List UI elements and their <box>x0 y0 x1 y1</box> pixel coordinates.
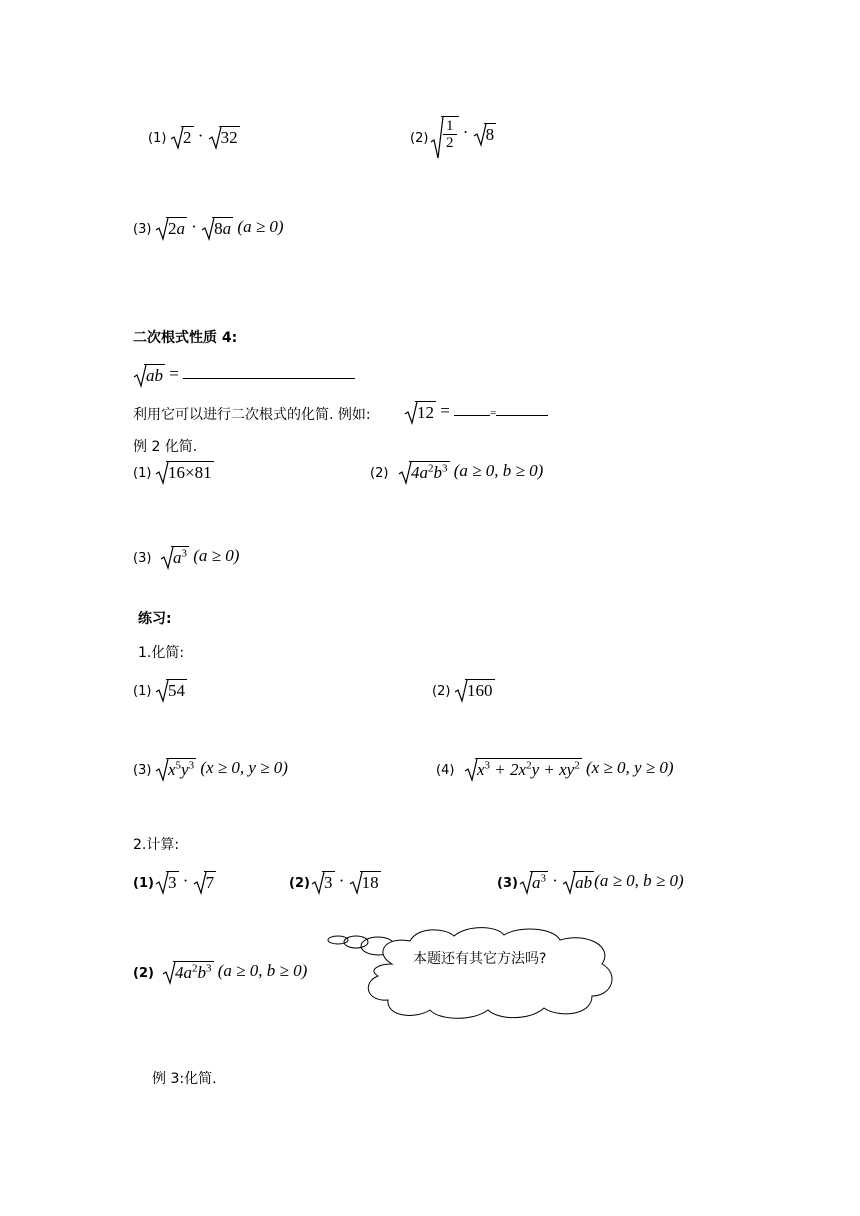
condition: (x ≥ 0, y ≥ 0) <box>585 758 674 777</box>
math-expr <box>155 871 216 893</box>
dot-operator: · <box>552 871 558 890</box>
cloud-text: 本题还有其它方法吗? <box>413 951 547 967</box>
item-label: (2) <box>289 876 310 891</box>
radicand-part: b <box>433 463 442 483</box>
math-expr <box>519 871 684 893</box>
math-expr <box>454 679 495 701</box>
radical-sign-icon <box>155 461 169 485</box>
item-label: (1) <box>148 131 167 146</box>
property-formula <box>133 364 355 386</box>
item-label: (1) <box>133 466 152 481</box>
radical <box>519 871 548 893</box>
radicand: 8 <box>485 124 495 144</box>
radical <box>162 961 214 983</box>
radical <box>155 461 214 483</box>
denominator: 2 <box>446 135 454 151</box>
radical-sign-icon <box>311 871 325 895</box>
radical-sign-icon <box>155 871 169 895</box>
radical <box>170 126 194 148</box>
example-title: 例 3:化简. <box>152 1071 217 1087</box>
radicand: 7 <box>205 873 215 893</box>
item-label: (2) <box>410 131 429 146</box>
radical-sign-icon <box>430 116 444 160</box>
radicand: 32 <box>220 128 238 148</box>
condition: (a ≥ 0) <box>193 546 240 565</box>
numerator: 1 <box>443 118 457 135</box>
radical <box>155 679 187 701</box>
radicand: ab <box>146 366 163 386</box>
exponent: 2 <box>428 462 434 475</box>
radicand: 160 <box>467 681 493 701</box>
exponent: 2 <box>192 962 198 975</box>
radical <box>473 123 497 145</box>
math-expr <box>162 961 307 983</box>
radical-sign-icon <box>133 364 147 388</box>
radicand-part: y <box>181 760 189 780</box>
radical-fraction <box>430 116 459 151</box>
exponent: 3 <box>442 462 448 475</box>
condition: (x ≥ 0, y ≥ 0) <box>200 758 288 777</box>
exponent: 2 <box>574 759 580 772</box>
radical-sign-icon <box>162 961 176 985</box>
radicand: 18 <box>361 873 379 893</box>
answer-blank[interactable] <box>496 415 548 416</box>
radicand-part: x <box>477 760 485 780</box>
example-expr <box>404 401 548 423</box>
math-expr <box>155 461 214 483</box>
item-label: (3) <box>497 876 518 891</box>
radicand: ab <box>575 873 593 893</box>
exponent: 5 <box>175 759 182 772</box>
item-label: (3) <box>133 222 152 237</box>
example-title: 例 2 化简. <box>133 439 198 455</box>
radical <box>562 871 594 893</box>
radical-sign-icon <box>170 126 184 150</box>
math-expr <box>464 758 674 780</box>
radical <box>193 871 217 893</box>
exponent: 3 <box>206 962 212 975</box>
coefficient: 8 <box>214 219 223 239</box>
radicand-part: 4a <box>175 963 192 983</box>
radicand-part: b <box>197 963 206 983</box>
item-label: (1) <box>133 684 152 699</box>
math-expr-1 <box>170 126 240 148</box>
dot-operator: · <box>462 122 469 142</box>
math-expr-3 <box>155 217 284 239</box>
exponent: 3 <box>484 759 491 772</box>
condition: (a ≥ 0, b ≥ 0) <box>594 871 684 890</box>
dot-operator: · <box>191 217 197 236</box>
equals-sign: = <box>169 364 179 383</box>
thought-cloud-icon <box>322 926 624 1022</box>
radical-sign-icon <box>398 461 412 485</box>
radical-sign-icon <box>464 758 478 782</box>
equals-sign: = <box>440 401 450 420</box>
radical <box>208 126 240 148</box>
answer-blank[interactable] <box>454 415 490 416</box>
radical <box>201 217 233 239</box>
radicand: 54 <box>168 681 185 701</box>
radicand: 12 <box>417 403 434 423</box>
radical-sign-icon <box>155 758 169 782</box>
item-label: (3) <box>133 551 152 566</box>
radicand: 16×81 <box>168 463 212 483</box>
description: 利用它可以进行二次根式的化简. 例如: <box>133 407 371 423</box>
radicand: 2 <box>183 128 192 148</box>
radicand: a <box>532 873 541 893</box>
exponent: 2 <box>526 759 532 772</box>
math-expr <box>398 461 543 483</box>
math-expr <box>155 679 187 701</box>
radical-sign-icon <box>473 123 487 147</box>
answer-blank[interactable] <box>183 378 355 379</box>
radical-sign-icon <box>160 546 174 570</box>
item-label: (3) <box>133 763 152 778</box>
radical <box>464 758 582 780</box>
question-title: 1.化简: <box>138 645 185 661</box>
radical-sign-icon <box>349 871 363 895</box>
radical-sign-icon <box>404 401 418 425</box>
item-label: (2) <box>133 966 154 981</box>
question-title: 2.计算: <box>133 837 180 853</box>
exponent: 3 <box>188 759 195 772</box>
item-label: (1) <box>133 876 154 891</box>
math-expr <box>155 758 288 780</box>
radical <box>311 871 335 893</box>
item-label: (4) <box>436 763 455 778</box>
variable: a <box>176 219 185 239</box>
condition: (a ≥ 0, b ≥ 0) <box>453 461 544 480</box>
variable: a <box>222 219 232 239</box>
radical <box>398 461 450 483</box>
radical-sign-icon <box>155 217 169 241</box>
radical <box>133 364 165 386</box>
radical-sign-icon <box>193 871 207 895</box>
math-expr <box>160 546 239 568</box>
radical-sign-icon <box>519 871 533 895</box>
radical-sign-icon <box>454 679 468 703</box>
math-expr <box>311 871 381 893</box>
section-heading: 练习: <box>138 611 172 627</box>
radical <box>454 679 495 701</box>
radical <box>404 401 436 423</box>
item-label: (2) <box>370 466 389 481</box>
radical <box>349 871 381 893</box>
radical <box>160 546 189 568</box>
radicand: 3 <box>324 873 333 893</box>
equals-sign: = <box>490 407 497 419</box>
radical-sign-icon <box>562 871 576 895</box>
dot-operator: · <box>182 871 189 890</box>
radical-sign-icon <box>201 217 215 241</box>
radical <box>155 871 179 893</box>
condition: (a ≥ 0) <box>237 217 284 236</box>
radicand-part: y + xy <box>531 760 575 780</box>
exponent: 3 <box>540 872 546 885</box>
radicand: 3 <box>168 873 177 893</box>
radicand-part: + 2x <box>490 760 527 780</box>
coefficient: 2 <box>168 219 177 239</box>
math-expr-2 <box>430 116 496 151</box>
condition: (a ≥ 0, b ≥ 0) <box>217 961 308 980</box>
exponent: 3 <box>181 547 187 560</box>
dot-operator: · <box>197 126 204 145</box>
item-label: (2) <box>432 684 451 699</box>
radicand: a <box>173 548 182 568</box>
dot-operator: · <box>338 871 345 890</box>
radicand-part: x <box>168 760 176 780</box>
radical-sign-icon <box>208 126 222 150</box>
radical <box>155 217 187 239</box>
radical <box>155 758 196 780</box>
section-heading: 二次根式性质 4: <box>133 330 238 346</box>
radical-sign-icon <box>155 679 169 703</box>
radicand-part: 4a <box>411 463 428 483</box>
